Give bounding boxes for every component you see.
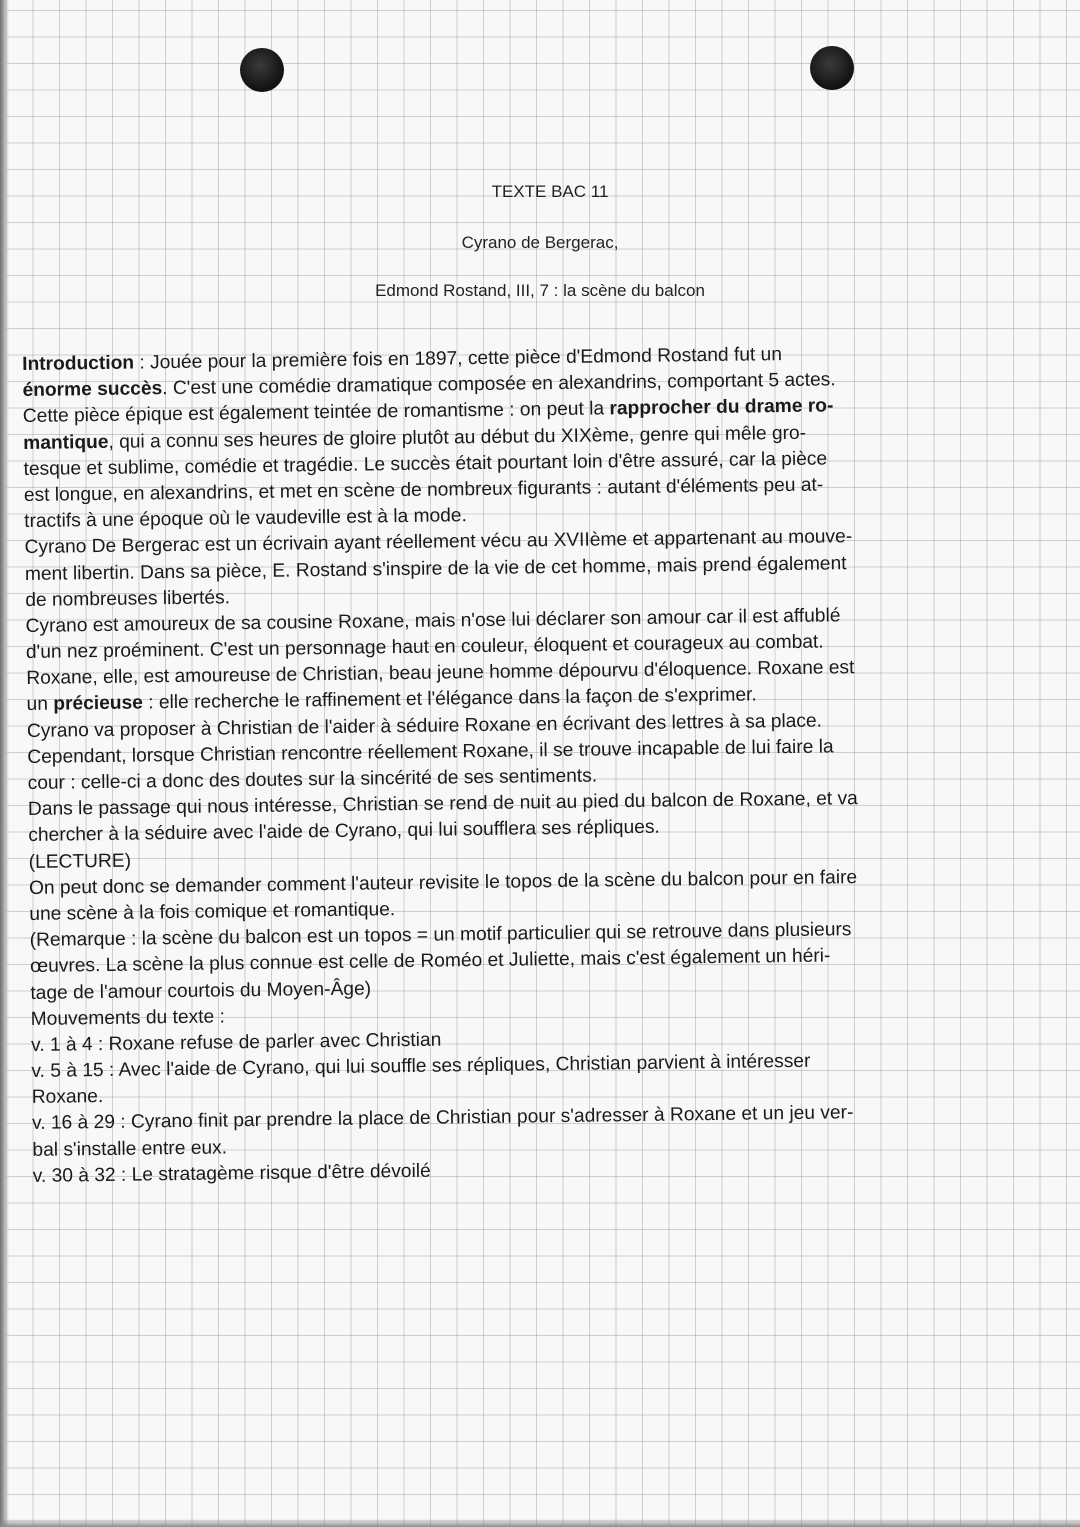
- text-run: Dans le passage qui nous intéresse, Christian se rend de nuit au pied du balcon de Roxane, et va: [27, 788, 858, 821]
- punch-hole-right: [810, 46, 854, 90]
- text-run: bal s'installe entre eux.: [32, 1137, 228, 1161]
- bold-text: énorme succès: [22, 378, 163, 402]
- work-reference: Edmond Rostand, III, 7 : la scène du balcon: [375, 281, 705, 300]
- text-run: Mouvements du texte :: [30, 1006, 225, 1030]
- text-run: Cyrano est amoureux de sa cousine Roxane, mais n'ose lui déclarer son amour car il est affublé: [25, 605, 841, 637]
- text-run: Cyrano va proposer à Christian de l'aider à séduire Roxane en écrivant des lettres à sa place.: [26, 710, 823, 742]
- text-run: : elle recherche le raffinement et l'élégance dans la façon de s'exprimer.: [142, 684, 757, 714]
- text-run: Cependant, lorsque Christian rencontre réellement Roxane, il se trouve incapable de lui faire la: [27, 736, 834, 768]
- text-run: de nombreuses libertés.: [25, 586, 231, 611]
- page-bottom-edge-shadow: [0, 1519, 1080, 1527]
- text-run: tage de l'amour courtois du Moyen-Âge): [30, 977, 372, 1004]
- text-run: v. 16 à 29 : Cyrano finit par prendre la place de Christian pour s'adresser à Roxane et un jeu ver-: [31, 1102, 854, 1135]
- bold-text: précieuse: [53, 692, 144, 716]
- punch-hole-left: [240, 48, 284, 92]
- bold-text: rapprocher du drame ro-: [609, 395, 834, 420]
- work-title: Cyrano de Bergerac,: [461, 233, 619, 252]
- text-run: Roxane.: [31, 1086, 104, 1109]
- text-run: , qui a connu ses heures de gloire plutôt au début du XIXème, genre qui mêle gro-: [108, 422, 807, 453]
- text-run: v. 5 à 15 : Avec l'aide de Cyrano, qui lui souffle ses répliques, Christian parvient à intéresser: [31, 1050, 811, 1082]
- text-run: d'un nez proéminent. C'est un personnage haut en couleur, éloquent et courageux au combat.: [25, 631, 824, 664]
- text-run: cour : celle-ci a donc des doutes sur la sincérité de ses sentiments.: [27, 765, 598, 794]
- text-run: tractifs à une époque où le vaudeville est à la mode.: [24, 505, 467, 533]
- text-run: œuvres. La scène la plus connue est celle de Roméo et Juliette, mais c'est également un héri-: [29, 945, 831, 978]
- bold-text: mantique: [23, 431, 109, 454]
- text-run: est longue, en alexandrins, et met en scène de nombreux figurants : autant d'éléments peu at-: [23, 474, 824, 506]
- text-run: une scène à la fois comique et romantique.: [29, 899, 396, 925]
- text-run: tesque et sublime, comédie et tragédie. Le succès était pourtant loin d'être assuré, car la pièce: [23, 448, 828, 480]
- text-run: : Jouée pour la première fois en 1897, cette pièce d'Edmond Rostand fut un: [133, 344, 783, 374]
- text-run: (LECTURE): [28, 850, 132, 873]
- text-run: v. 30 à 32 : Le stratagème risque d'être dévoilé: [32, 1160, 431, 1187]
- text-run: (Remarque : la scène du balcon est un topos = un motif particulier qui se retrouve dans plusieurs: [29, 919, 852, 952]
- text-run: un: [26, 694, 54, 716]
- document-title: TEXTE BAC 11: [491, 182, 609, 201]
- text-run: ment libertin. Dans sa pièce, E. Rostand s'inspire de la vie de cet homme, mais prend également: [24, 552, 847, 585]
- text-run: Roxane, elle, est amoureuse de Christian, beau jeune homme dépourvu d'éloquence. Roxane est: [26, 657, 855, 690]
- text-run: v. 1 à 4 : Roxane refuse de parler avec Christian: [30, 1029, 442, 1056]
- text-run: On peut donc se demander comment l'auteur revisite le topos de la scène du balcon pour en faire: [28, 866, 858, 899]
- document-body: [22, 339, 1018, 1190]
- text-run: Cette pièce épique est également teintée de romantisme : on peut la: [22, 398, 610, 428]
- text-run: Cyrano De Bergerac est un écrivain ayant réellement vécu au XVIIème et appartenant au mouve-: [24, 526, 853, 559]
- text-run: . C'est une comédie dramatique composée en alexandrins, comportant 5 actes.: [162, 369, 836, 400]
- page-left-edge-shadow: [0, 0, 9, 1527]
- text-run: chercher à la séduire avec l'aide de Cyrano, qui lui soufflera ses répliques.: [28, 817, 660, 847]
- bold-text: Introduction: [22, 352, 135, 375]
